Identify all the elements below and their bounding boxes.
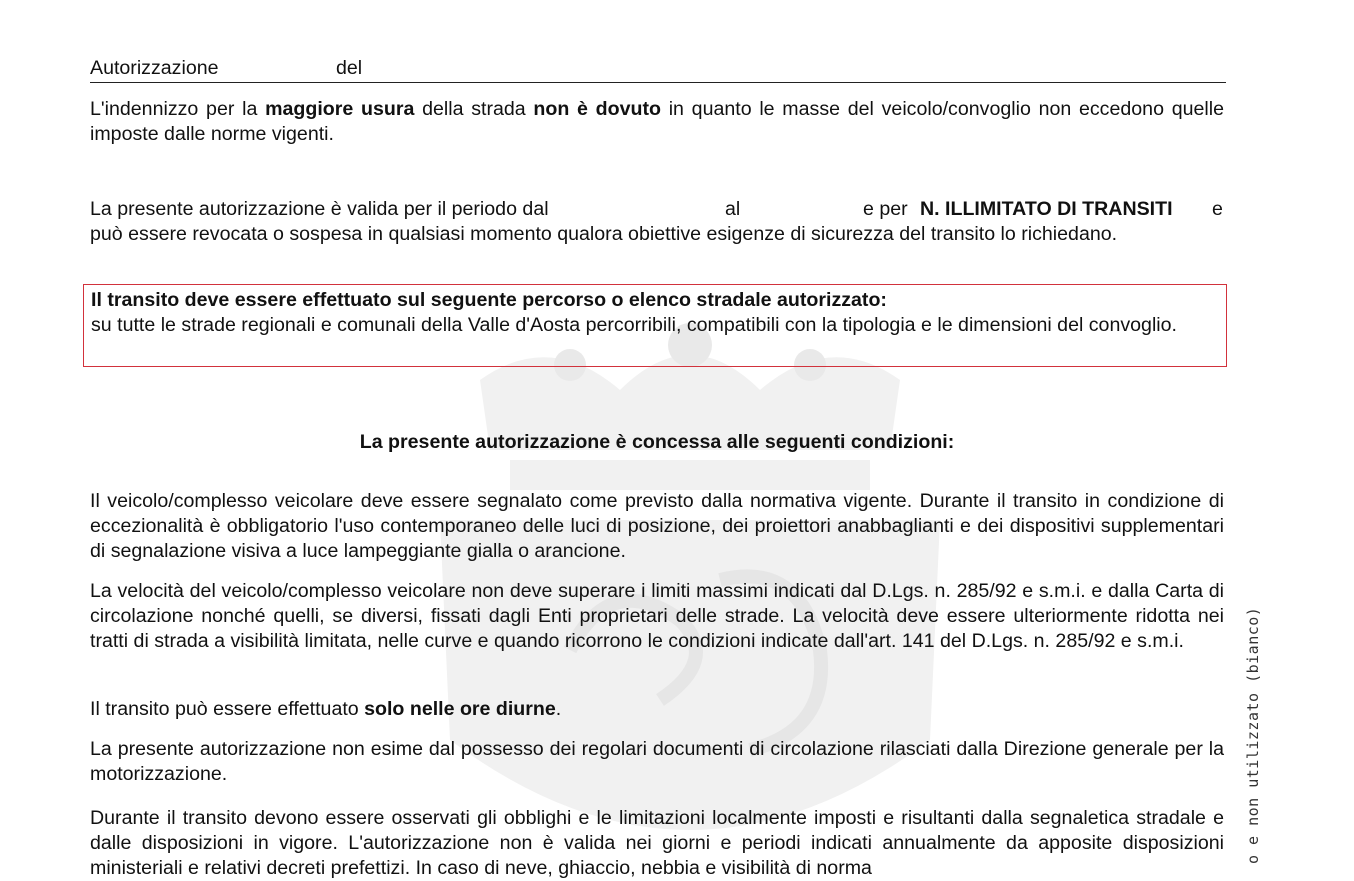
condition-obligations: Durante il transito devono essere osservati gli obblighi e le limitazioni localmente imposti e risultanti dalla segnaletica stradale e dalle disposizioni in vigore. L'autorizzazione non è valida nei giorni e periodi indicati annualmente da apposite disposizioni ministeriali e relativi decreti prefettizi. In caso di neve, ghiaccio, nebbia e visibilità di norma [90,807,1224,879]
condition-daytime [90,697,1224,722]
validity-text-2: e per [863,198,908,220]
condition-speed: La velocità del veicolo/complesso veicolare non deve superare i limiti massimi indicati dal D.Lgs. n. 285/92 e s.m.i. e dalla Carta di circolazione nonché quelli, se diversi, fissati dagli Enti proprietari delle strade. La velocità deve essere ulteriormente ridotta nei tratti di strada a visibilità limitata, nelle curve e quando ricorrono le condizioni indicate dall'art. 141 del D.Lgs. n. 285/92 e s.m.i. [90,580,1224,652]
side-margin-note: o e non utilizzato (bianco) [1244,606,1262,864]
validity-al: al [725,198,741,220]
route-box [83,284,1227,367]
indemnity-text-3: in quanto le masse del veicolo/convoglio non eccedono quelle imposte dalle norme vigenti. [90,98,1224,145]
validity-unlimited-transits: N. ILLIMITATO DI TRANSITI [920,198,1173,220]
route-text: su tutte le strade regionali e comunali della Valle d'Aosta percorribili, compatibili con la tipologia e le dimensioni del convoglio. [91,314,1177,336]
authorization-header [90,56,1226,83]
indemnity-bold-not-due: non è dovuto [533,98,661,120]
date-label: del [336,57,363,79]
daytime-text-2: . [555,698,562,720]
validity-paragraph [90,197,1224,247]
indemnity-text-1: L'indennizzo per la [90,98,266,120]
indemnity-paragraph [90,97,1224,147]
indemnity-text-2: della strada [414,98,534,120]
condition-documents: La presente autorizzazione non esime dal possesso dei regolari documenti di circolazione rilasciati dalla Direzione generale per la motorizzazione. [90,738,1224,785]
validity-text-1: La presente autorizzazione è valida per il periodo dal [90,198,549,220]
condition-signaling: Il veicolo/complesso veicolare deve essere segnalato come previsto dalla normativa vigente. Durante il transito in condizione di eccezionalità è obbligatorio l'uso contemporaneo delle luci di posizione, dei proiettori anabbaglianti e dei dispositivi supplementari di segnalazione visiva a luce lampeggiante gialla o arancione. [90,490,1224,562]
conditions-title: La presente autorizzazione è concessa alle seguenti condizioni: [359,431,955,453]
authorization-label: Autorizzazione [90,57,219,79]
route-title: Il transito deve essere effettuato sul seguente percorso o elenco stradale autorizzato: [91,289,887,311]
validity-text-3: e [1212,198,1223,220]
validity-rest: può essere revocata o sospesa in qualsiasi momento qualora obiettive esigenze di sicurezza del transito lo richiedano. [90,223,1118,245]
daytime-bold: solo nelle ore diurne [364,698,556,720]
daytime-text-1: Il transito può essere effettuato [90,698,365,720]
indemnity-bold-wear: maggiore usura [265,98,415,120]
